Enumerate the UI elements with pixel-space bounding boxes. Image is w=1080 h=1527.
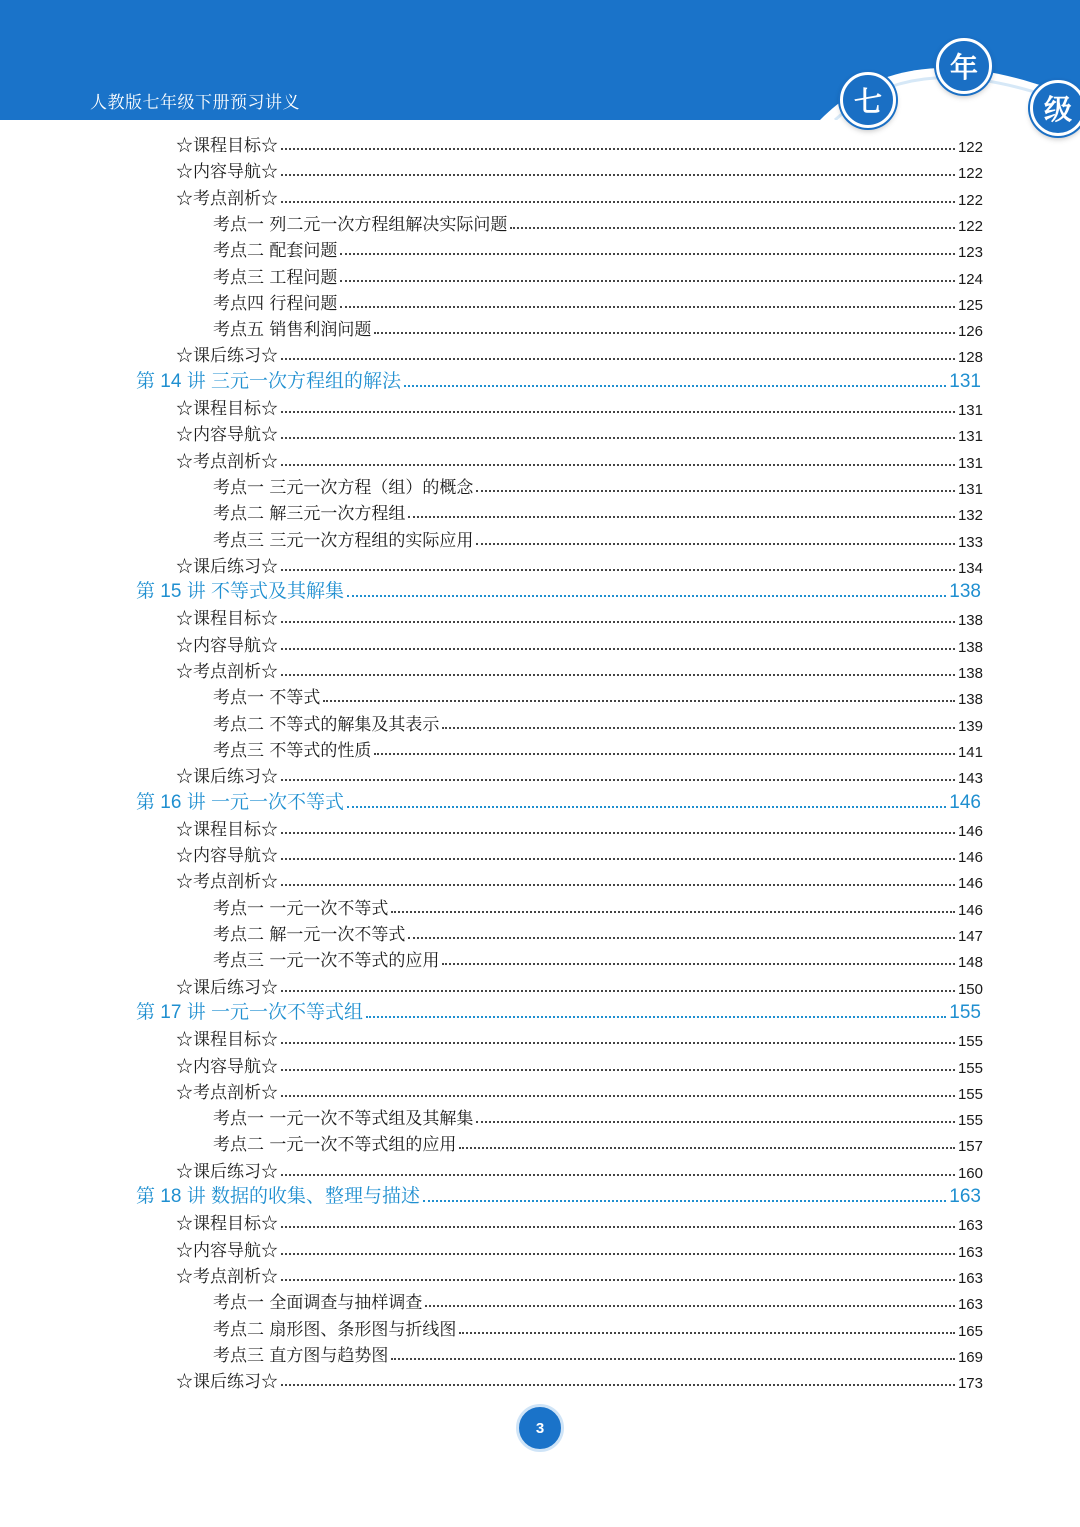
toc-entry-title: ☆内容导航☆ [176, 425, 278, 446]
toc-entry-page: 146 [957, 822, 983, 840]
toc-entry-title: 考点二 配套问题 [213, 241, 338, 262]
grade-char-nian: 年 [936, 38, 992, 94]
toc-entry-page: 138 [949, 581, 981, 603]
toc-entry-page: 131 [949, 370, 981, 392]
toc-entry-page: 146 [957, 875, 983, 893]
toc-topic-entry[interactable] [0, 525, 983, 551]
toc-entry-title: 考点二 一元一次不等式组的应用 [213, 1135, 457, 1156]
toc-topic-entry[interactable] [0, 709, 983, 735]
toc-entry-title: 考点四 行程问题 [213, 293, 338, 314]
toc-entry-page: 131 [957, 428, 983, 446]
toc-entry-page: 146 [957, 849, 983, 867]
dot-leader [459, 1332, 955, 1334]
dot-leader [281, 779, 955, 781]
toc-entry-page: 155 [957, 1112, 983, 1130]
dot-leader [281, 1174, 955, 1176]
toc-entry-title: ☆考点剖析☆ [176, 188, 278, 209]
toc-entry-page: 133 [957, 533, 983, 551]
toc-section-entry[interactable] [0, 156, 983, 182]
toc-entry-title: 第 15 讲 不等式及其解集 [136, 581, 344, 603]
toc-entry-page: 124 [957, 270, 983, 288]
toc-section-entry[interactable] [0, 1024, 983, 1050]
toc-section-entry[interactable] [0, 972, 983, 998]
toc-topic-entry[interactable] [0, 472, 983, 498]
toc-entry-title: 第 18 讲 数据的收集、整理与描述 [136, 1186, 420, 1207]
toc-entry-title: 第 16 讲 一元一次不等式 [136, 791, 344, 813]
toc-entry-title: 考点三 工程问题 [213, 267, 338, 288]
dot-leader [281, 1279, 955, 1281]
dot-leader [510, 227, 955, 229]
toc-entry-page: 163 [957, 1269, 983, 1287]
dot-leader [374, 753, 955, 755]
book-title: 人教版七年级下册预习讲义 [90, 93, 300, 113]
toc-entry-title: 考点三 三元一次方程组的实际应用 [213, 530, 474, 551]
toc-topic-entry[interactable] [0, 919, 983, 945]
toc-entry-title: 考点三 一元一次不等式的应用 [213, 951, 440, 972]
toc-section-entry[interactable] [0, 551, 983, 577]
toc-entry-page: 165 [957, 1322, 983, 1340]
toc-entry-title: ☆课程目标☆ [176, 399, 278, 419]
toc-entry-page: 155 [957, 1033, 983, 1051]
toc-topic-entry[interactable] [0, 1287, 983, 1313]
toc-entry-title: ☆课后练习☆ [176, 346, 278, 367]
toc-section-entry[interactable] [0, 1366, 983, 1392]
dot-leader [281, 174, 955, 176]
toc-section-entry[interactable] [0, 1077, 983, 1103]
toc-entry-page: 155 [957, 1059, 983, 1077]
toc-entry-title: 第 14 讲 三元一次方程组的解法 [136, 370, 401, 392]
toc-entry-title: 考点五 销售利润问题 [213, 320, 372, 341]
dot-leader [442, 963, 955, 965]
toc-section-entry[interactable] [0, 183, 983, 209]
dot-leader [281, 1069, 955, 1071]
toc-topic-entry[interactable] [0, 945, 983, 971]
dot-leader [281, 437, 955, 439]
toc-topic-entry[interactable] [0, 262, 983, 288]
dot-leader [281, 884, 955, 886]
toc-entry-page: 141 [957, 743, 983, 761]
toc-section-entry[interactable] [0, 130, 983, 156]
toc-lesson-entry[interactable] [0, 788, 981, 814]
dot-leader [281, 832, 955, 834]
dot-leader [459, 1147, 955, 1149]
toc-entry-page: 139 [957, 717, 983, 735]
dot-leader [281, 464, 955, 466]
toc-section-entry[interactable] [0, 446, 983, 472]
toc-entry-page: 143 [957, 770, 983, 788]
toc-entry-title: 考点一 一元一次不等式 [213, 898, 389, 919]
toc-lesson-entry[interactable] [0, 367, 981, 393]
toc-entry-title: ☆课程目标☆ [176, 1030, 278, 1051]
dot-leader [281, 358, 955, 360]
dot-leader [281, 621, 955, 623]
dot-leader [281, 148, 955, 150]
toc-lesson-entry[interactable] [0, 998, 981, 1024]
toc-entry-title: ☆课后练习☆ [176, 977, 278, 998]
dot-leader [404, 385, 946, 387]
toc-entry-title: ☆课程目标☆ [176, 609, 278, 630]
dot-leader [281, 201, 955, 203]
dot-leader [323, 700, 955, 702]
toc-section-entry[interactable] [0, 630, 983, 656]
toc-entry-page: 157 [957, 1138, 983, 1156]
toc-entry-title: ☆内容导航☆ [176, 846, 278, 867]
toc-entry-page: 122 [957, 139, 983, 156]
dot-leader [408, 516, 955, 518]
toc-entry-title: 考点二 不等式的解集及其表示 [213, 714, 440, 735]
toc-entry-page: 123 [957, 244, 983, 262]
toc-entry-page: 138 [957, 612, 983, 630]
toc-entry-page: 138 [957, 691, 983, 709]
toc-entry-title: ☆内容导航☆ [176, 1240, 278, 1261]
toc-topic-entry[interactable] [0, 498, 983, 524]
toc-entry-page: 138 [957, 665, 983, 682]
toc-entry-page: 125 [957, 296, 983, 314]
toc-entry-page: 131 [957, 402, 983, 419]
dot-leader [442, 727, 955, 729]
toc-entry-page: 122 [957, 165, 983, 183]
toc-entry-page: 163 [949, 1186, 981, 1207]
toc-topic-entry[interactable] [0, 1340, 983, 1366]
toc-section-entry[interactable] [0, 1051, 983, 1077]
dot-leader [408, 937, 955, 939]
dot-leader [374, 332, 955, 334]
dot-leader [281, 1042, 955, 1044]
dot-leader [281, 1253, 955, 1255]
dot-leader [340, 306, 955, 308]
toc-entry-title: ☆考点剖析☆ [176, 872, 278, 893]
toc-section-entry[interactable] [0, 1156, 983, 1182]
toc-entry-title: ☆考点剖析☆ [176, 451, 278, 472]
toc-section-entry[interactable] [0, 393, 983, 419]
toc-topic-entry[interactable] [0, 314, 983, 340]
dot-leader [347, 806, 946, 808]
toc-entry-title: 考点一 全面调查与抽样调查 [213, 1293, 423, 1314]
toc-section-entry[interactable] [0, 1235, 983, 1261]
toc-entry-page: 131 [957, 454, 983, 472]
toc-entry-title: ☆课后练习☆ [176, 1161, 278, 1182]
toc-lesson-entry[interactable] [0, 1182, 981, 1208]
toc-entry-title: 考点二 解一元一次不等式 [213, 925, 406, 945]
dot-leader [281, 411, 955, 413]
toc-topic-entry[interactable] [0, 682, 983, 708]
toc-entry-page: 147 [957, 928, 983, 945]
dot-leader [340, 253, 955, 255]
toc-topic-entry[interactable] [0, 1314, 983, 1340]
toc-entry-page: 132 [957, 507, 983, 525]
dot-leader [281, 1095, 955, 1097]
toc-entry-title: ☆考点剖析☆ [176, 662, 278, 682]
toc-section-entry[interactable] [0, 419, 983, 445]
dot-leader [281, 569, 955, 571]
toc-entry-page: 146 [957, 901, 983, 919]
page-header [0, 0, 1080, 120]
toc-entry-page: 148 [957, 954, 983, 972]
toc-entry-page: 169 [957, 1348, 983, 1366]
toc-entry-page: 128 [957, 349, 983, 367]
dot-leader [391, 1358, 955, 1360]
toc-topic-entry[interactable] [0, 288, 983, 314]
toc-entry-page: 163 [957, 1217, 983, 1235]
dot-leader [281, 674, 955, 676]
toc-entry-title: ☆考点剖析☆ [176, 1082, 278, 1103]
dot-leader [281, 1226, 955, 1228]
toc-topic-entry[interactable] [0, 1129, 983, 1155]
dot-leader [476, 543, 955, 545]
toc-entry-title: 第 17 讲 一元一次不等式组 [136, 1001, 363, 1023]
toc-entry-page: 122 [957, 191, 983, 209]
toc-entry-page: 150 [957, 980, 983, 998]
toc-entry-page: 126 [957, 323, 983, 341]
dot-leader [366, 1016, 946, 1018]
dot-leader [423, 1200, 946, 1202]
toc-section-entry[interactable] [0, 603, 983, 629]
toc-entry-page: 163 [957, 1296, 983, 1314]
toc-section-entry[interactable] [0, 340, 983, 366]
dot-leader [391, 911, 955, 913]
toc-entry-title: 考点一 一元一次不等式组及其解集 [213, 1109, 474, 1130]
toc-entry-page: 155 [957, 1085, 983, 1103]
toc-section-entry[interactable] [0, 761, 983, 787]
toc-section-entry[interactable] [0, 866, 983, 892]
toc-entry-title: 考点三 直方图与趋势图 [213, 1345, 389, 1366]
toc-entry-page: 173 [957, 1375, 983, 1393]
toc-topic-entry[interactable] [0, 1103, 983, 1129]
toc-entry-title: ☆课程目标☆ [176, 1214, 278, 1235]
toc-entry-page: 146 [949, 791, 981, 813]
toc-entry-page: 163 [957, 1243, 983, 1261]
toc-entry-title: ☆考点剖析☆ [176, 1266, 278, 1287]
toc-entry-title: ☆课后练习☆ [176, 767, 278, 788]
dot-leader [476, 1121, 955, 1123]
toc-entry-title: ☆内容导航☆ [176, 1056, 278, 1077]
toc-section-entry[interactable] [0, 1208, 983, 1234]
toc-entry-page: 131 [957, 480, 983, 498]
dot-leader [425, 1305, 955, 1307]
dot-leader [340, 280, 955, 282]
toc-entry-title: 考点一 不等式 [213, 688, 321, 709]
toc-lesson-entry[interactable] [0, 577, 981, 603]
toc-entry-title: 考点一 列二元一次方程组解决实际问题 [213, 214, 508, 235]
toc-section-entry[interactable] [0, 814, 983, 840]
toc-entry-title: ☆课后练习☆ [176, 1372, 278, 1393]
toc-entry-title: ☆内容导航☆ [176, 635, 278, 656]
toc-entry-page: 122 [957, 217, 983, 235]
toc-section-entry[interactable] [0, 840, 983, 866]
toc-entry-title: 考点二 解三元一次方程组 [213, 504, 406, 525]
toc-section-entry[interactable] [0, 656, 983, 682]
grade-char-qi: 七 [840, 72, 896, 128]
page-number: 3 [516, 1404, 564, 1452]
toc-entry-title: 考点一 三元一次方程（组）的概念 [213, 477, 474, 498]
toc-topic-entry[interactable] [0, 235, 983, 261]
toc-entry-page: 160 [957, 1164, 983, 1182]
toc-topic-entry[interactable] [0, 735, 983, 761]
toc-entry-title: ☆内容导航☆ [176, 162, 278, 183]
toc-entry-title: 考点三 不等式的性质 [213, 740, 372, 761]
grade-char-ji: 级 [1030, 80, 1080, 136]
dot-leader [281, 990, 955, 992]
toc-topic-entry[interactable] [0, 209, 983, 235]
toc-entry-title: ☆课程目标☆ [176, 819, 278, 840]
toc-entry-title: ☆课后练习☆ [176, 556, 278, 577]
dot-leader [347, 595, 946, 597]
dot-leader [476, 490, 955, 492]
toc-entry-title: 考点二 扇形图、条形图与折线图 [213, 1319, 457, 1340]
dot-leader [281, 858, 955, 860]
dot-leader [281, 648, 955, 650]
toc-topic-entry[interactable] [0, 893, 983, 919]
toc-entry-page: 155 [949, 1001, 981, 1023]
toc-entry-title: ☆课程目标☆ [176, 136, 278, 156]
dot-leader [281, 1384, 955, 1386]
toc-entry-page: 134 [957, 559, 983, 577]
toc-section-entry[interactable] [0, 1261, 983, 1287]
toc-entry-page: 138 [957, 638, 983, 656]
